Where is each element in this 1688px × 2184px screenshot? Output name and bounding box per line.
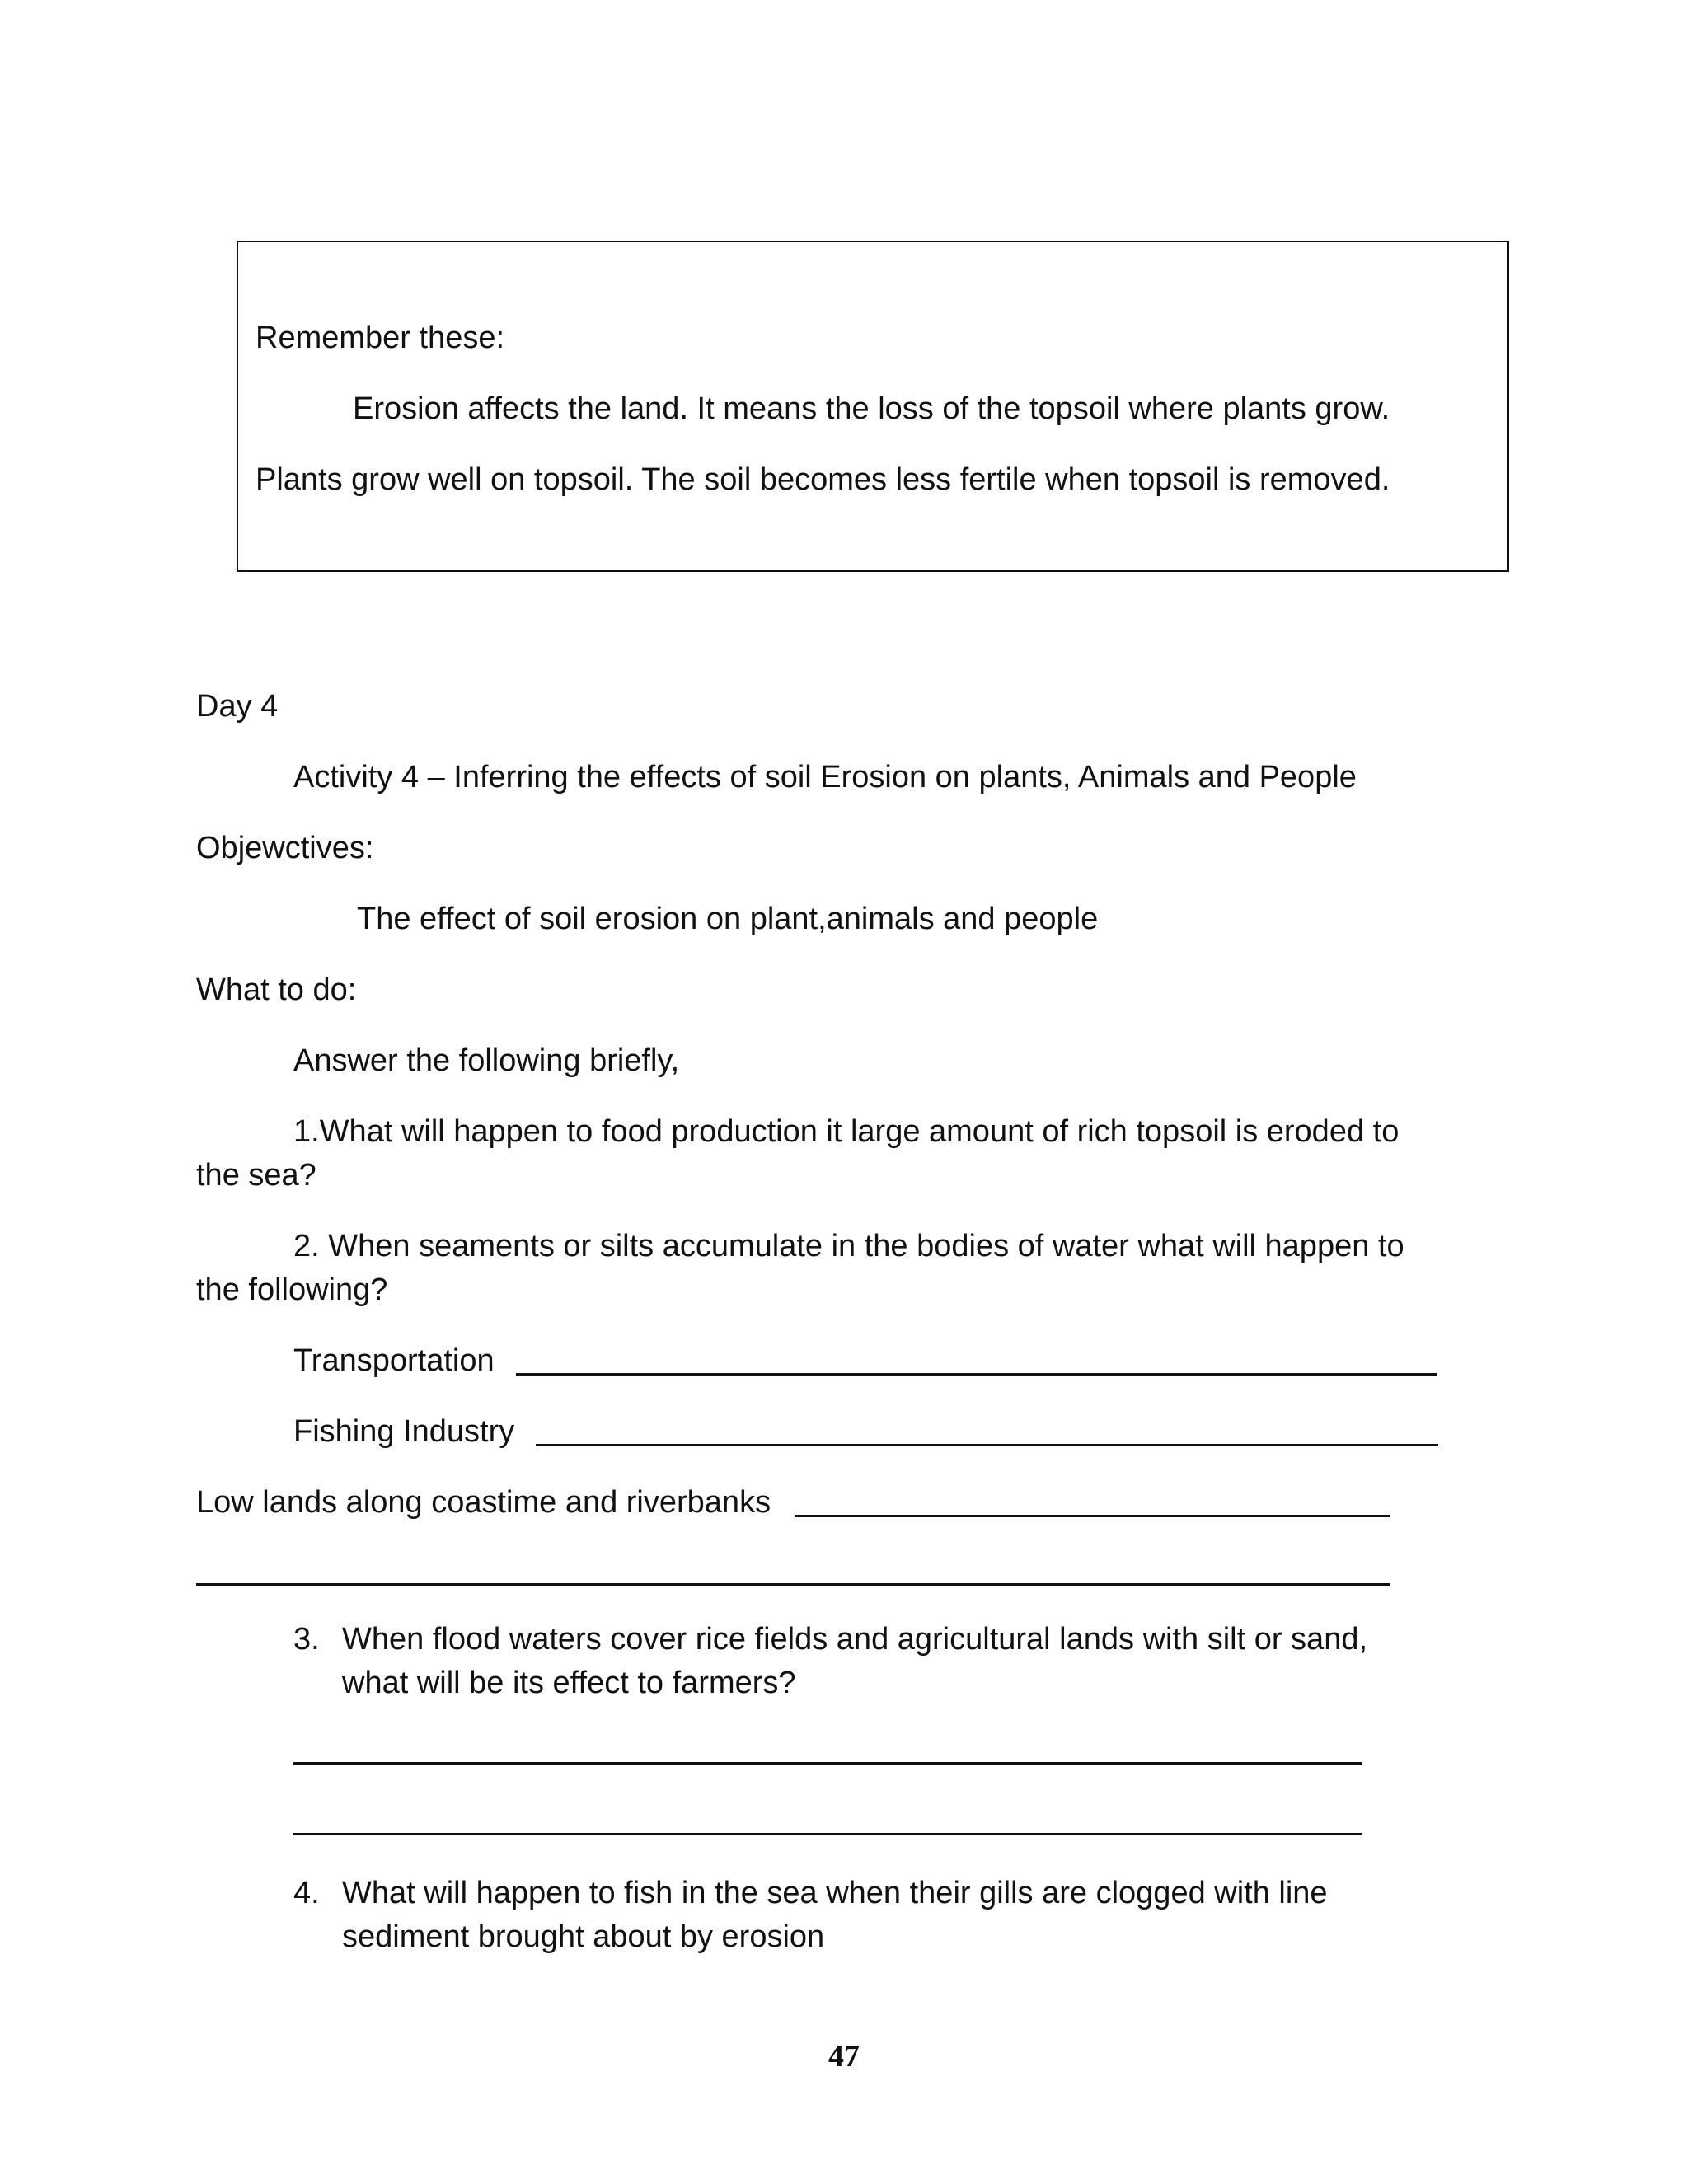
question-4-line-1: What will happen to fish in the sea when their gills are clogged with line	[342, 1876, 1328, 1910]
question-1-line-1: 1.What will happen to food production it large amount of rich topsoil is eroded to	[293, 1114, 1400, 1149]
question-3-answer-line-2[interactable]	[293, 1833, 1362, 1835]
question-4-line-2: sediment brought about by erosion	[342, 1919, 825, 1954]
objective-text: The effect of soil erosion on plant,animals and people	[357, 902, 1099, 936]
objectives-label: Objewctives:	[196, 831, 374, 865]
activity-title: Activity 4 – Inferring the effects of soil Erosion on plants, Animals and People	[293, 760, 1357, 794]
instruction-text: Answer the following briefly,	[293, 1043, 680, 1078]
question-3-line-1: When flood waters cover rice fields and agricultural lands with silt or sand,	[342, 1622, 1368, 1657]
question-2-line-1: 2. When seaments or silts accumulate in the bodies of water what will happen to	[293, 1229, 1404, 1263]
lowlands-answer-line-2[interactable]	[196, 1583, 1390, 1586]
fishing-industry-answer-line[interactable]	[536, 1444, 1438, 1446]
question-3-answer-line-1[interactable]	[293, 1762, 1362, 1765]
remember-line-1: Erosion affects the land. It means the loss of the topsoil where plants grow.	[353, 391, 1390, 426]
question-1-line-2: the sea?	[196, 1158, 316, 1193]
fishing-industry-label: Fishing Industry	[293, 1414, 515, 1449]
question-2-line-2: the following?	[196, 1272, 388, 1307]
remember-line-2: Plants grow well on topsoil. The soil becomes less fertile when topsoil is removed.	[256, 462, 1390, 497]
lowlands-label: Low lands along coastime and riverbanks	[196, 1485, 771, 1520]
question-4-number: 4.	[293, 1876, 320, 1910]
transportation-answer-line[interactable]	[516, 1373, 1437, 1376]
remember-heading: Remember these:	[256, 321, 505, 355]
lowlands-answer-line-1[interactable]	[795, 1515, 1390, 1517]
what-to-do-label: What to do:	[196, 972, 357, 1007]
page-number: 47	[828, 2039, 860, 2074]
question-3-number: 3.	[293, 1622, 320, 1657]
transportation-label: Transportation	[293, 1343, 495, 1378]
question-3-line-2: what will be its effect to farmers?	[342, 1666, 796, 1700]
day-label: Day 4	[196, 689, 279, 724]
